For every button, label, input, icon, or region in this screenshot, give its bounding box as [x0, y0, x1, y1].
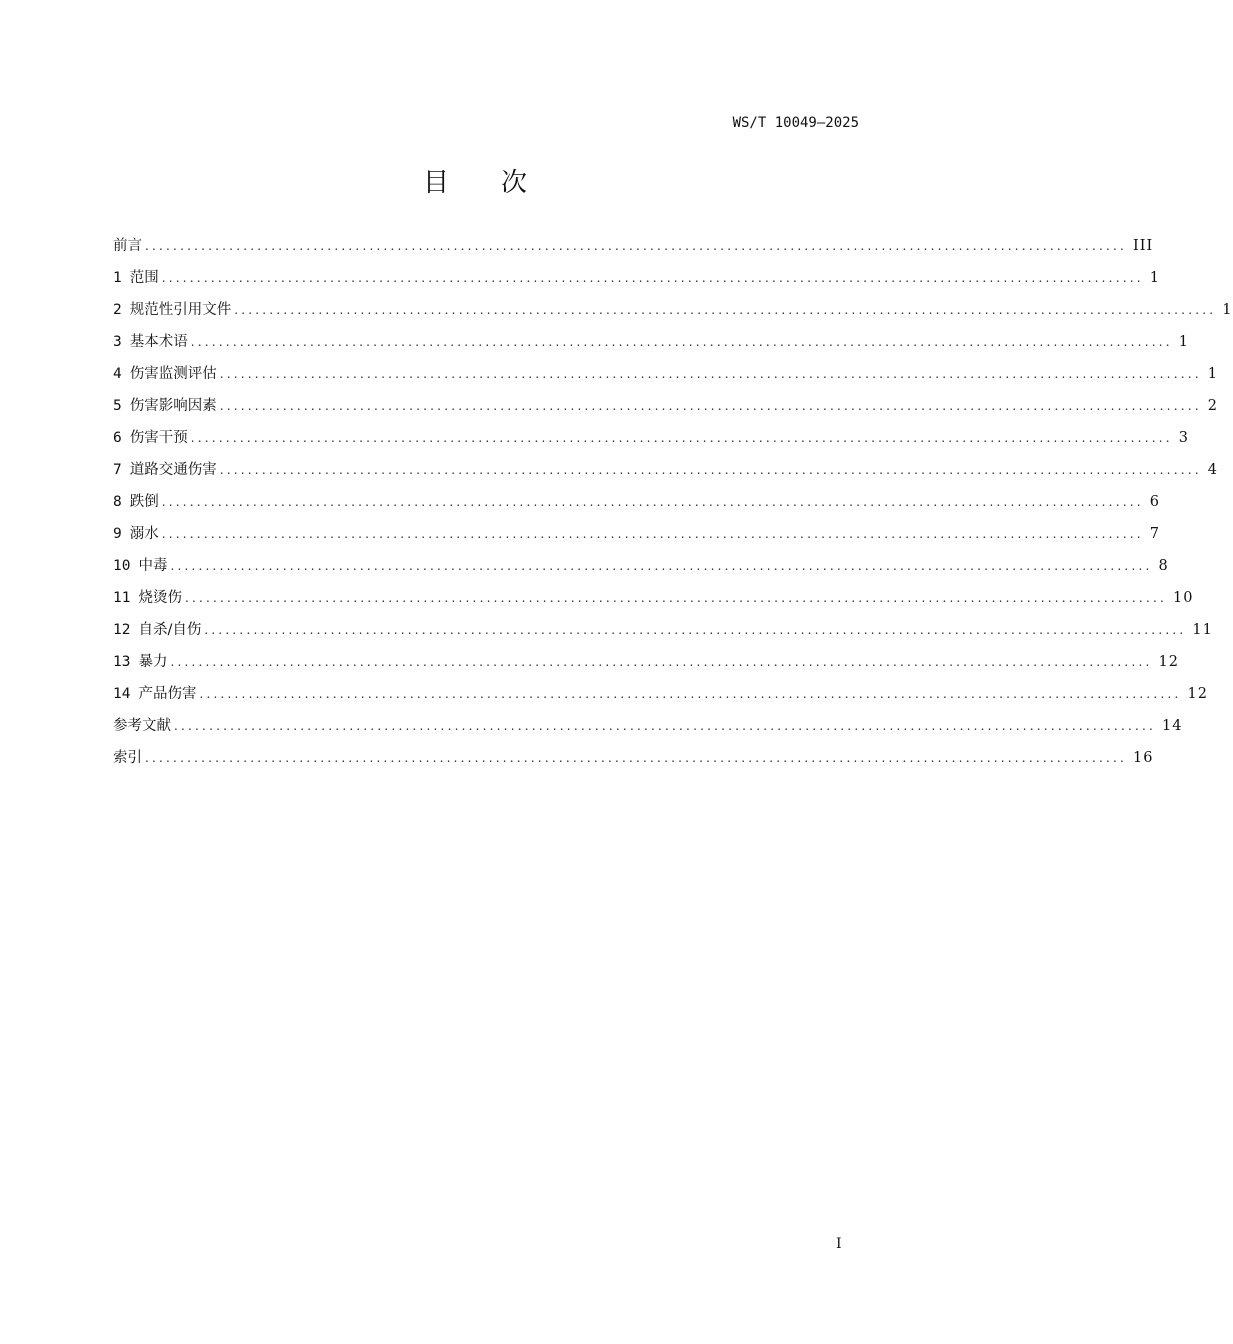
toc-entry[interactable] [113, 262, 1160, 294]
toc-entry-label [113, 550, 170, 582]
toc-entry-page: 7 [1149, 526, 1160, 542]
toc-entry-page: 14 [1162, 718, 1183, 734]
toc-entry[interactable] [113, 422, 1189, 454]
toc-entry[interactable] [113, 294, 1233, 326]
toc-entry-text: 前言 [113, 238, 142, 254]
dot-leader: ............................................................................................................................................ [161, 271, 1144, 285]
toc-entry-text: 伤害影响因素 [129, 398, 217, 414]
toc-entry[interactable] [113, 230, 1154, 262]
toc-entry-label [113, 390, 220, 422]
toc-entry-text: 跌倒 [129, 494, 159, 510]
toc-entry-label [113, 582, 185, 614]
toc-entry-text: 伤害监测评估 [129, 366, 217, 382]
toc-entry-number: 12 [113, 622, 131, 638]
toc-entry-text: 道路交通伤害 [129, 462, 217, 478]
toc-entry-label [113, 358, 220, 390]
toc-entry[interactable] [113, 518, 1160, 550]
page-title [0, 162, 950, 199]
toc-entry-number: 9 [113, 526, 122, 542]
toc-entry-page: 2 [1207, 398, 1218, 414]
toc-entry[interactable] [113, 358, 1218, 390]
toc-entry[interactable] [113, 710, 1183, 742]
toc-entry-page: 1 [1178, 334, 1189, 350]
dot-leader: ............................................................................................................................................ [170, 655, 1153, 669]
toc-entry-label [113, 230, 145, 262]
dot-leader: ............................................................................................................................................ [219, 399, 1202, 413]
toc-entry-label [113, 422, 191, 454]
toc-entry-label [113, 518, 162, 550]
title-char: 次 [501, 168, 528, 198]
page-number: I [836, 1236, 842, 1252]
dot-leader: ............................................................................................................................................ [161, 495, 1144, 509]
toc-entry-page: 1 [1222, 302, 1233, 318]
toc-entry-page: 1 [1207, 366, 1218, 382]
toc-entry-page: 16 [1133, 750, 1154, 766]
toc-entry[interactable] [113, 678, 1208, 710]
toc-entry-text: 溺水 [129, 526, 159, 542]
toc-entry-page: III [1133, 238, 1154, 254]
toc-entry-number: 4 [113, 366, 122, 382]
toc-entry-label [113, 742, 145, 774]
toc-entry-page: 10 [1173, 590, 1194, 606]
dot-leader: ............................................................................................................................................ [174, 719, 1157, 733]
toc-entry-number: 5 [113, 398, 122, 414]
toc-entry[interactable] [113, 390, 1218, 422]
title-char: 目 [422, 168, 449, 198]
toc-entry[interactable] [113, 582, 1194, 614]
toc-entry-text: 索引 [113, 750, 142, 766]
toc-entry-number: 6 [113, 430, 122, 446]
standard-code: WS/T 10049—2025 [732, 115, 859, 131]
toc-entry[interactable] [113, 550, 1169, 582]
dot-leader: ............................................................................................................................................ [199, 687, 1182, 701]
toc-entry[interactable] [113, 486, 1160, 518]
toc-entry-number: 8 [113, 494, 122, 510]
toc-entry-text: 暴力 [138, 654, 168, 670]
toc-entry-page: 3 [1178, 430, 1189, 446]
toc-entry-page: 8 [1158, 558, 1169, 574]
toc-entry-text: 产品伤害 [138, 686, 197, 702]
toc-entry-page: 4 [1207, 462, 1218, 478]
toc-entry-number: 7 [113, 462, 122, 478]
toc-entry[interactable] [113, 326, 1189, 358]
toc-entry-page: 11 [1192, 622, 1213, 638]
toc-entry[interactable] [113, 742, 1154, 774]
toc-entry-number: 14 [113, 686, 131, 702]
dot-leader: ............................................................................................................................................ [145, 751, 1128, 765]
dot-leader: ............................................................................................................................................ [170, 559, 1153, 573]
toc-entry-label [113, 326, 191, 358]
toc-entry[interactable] [113, 454, 1218, 486]
dot-leader: ............................................................................................................................................ [161, 527, 1144, 541]
toc-entry-label [113, 614, 204, 646]
toc-entry-number: 2 [113, 302, 122, 318]
toc-entry-text: 伤害干预 [129, 430, 188, 446]
toc-entry-number: 1 [113, 270, 122, 286]
toc-entry-text: 中毒 [138, 558, 168, 574]
dot-leader: ............................................................................................................................................ [234, 303, 1217, 317]
dot-leader: ............................................................................................................................................ [184, 591, 1167, 605]
dot-leader: ............................................................................................................................................ [190, 335, 1173, 349]
toc-entry-text: 自杀/自伤 [138, 622, 202, 638]
toc-entry-page: 12 [1158, 654, 1179, 670]
toc-entry-page: 12 [1187, 686, 1208, 702]
dot-leader: ............................................................................................................................................ [145, 239, 1128, 253]
toc-entry-label [113, 486, 162, 518]
toc-entry-label [113, 454, 220, 486]
dot-leader: ............................................................................................................................................ [190, 431, 1173, 445]
toc-entry-page: 1 [1149, 270, 1160, 286]
toc-entry-page: 6 [1149, 494, 1160, 510]
toc-entry-label [113, 710, 174, 742]
toc-entry-text: 范围 [129, 270, 159, 286]
toc-entry-text: 烧烫伤 [138, 590, 182, 606]
toc-entry-label [113, 262, 162, 294]
toc-entry-number: 10 [113, 558, 131, 574]
toc-entry-text: 基本术语 [129, 334, 188, 350]
toc-entry-label [113, 294, 234, 326]
toc-entry-text: 参考文献 [113, 718, 171, 734]
toc-entry-number: 3 [113, 334, 122, 350]
toc-entry-number: 11 [113, 590, 131, 606]
toc-entry[interactable] [113, 646, 1179, 678]
toc-entry[interactable] [113, 614, 1213, 646]
toc-entry-label [113, 678, 199, 710]
dot-leader: ............................................................................................................................................ [204, 623, 1187, 637]
table-of-contents [113, 230, 1233, 774]
dot-leader: ............................................................................................................................................ [219, 463, 1202, 477]
toc-entry-number: 13 [113, 654, 131, 670]
dot-leader: ............................................................................................................................................ [219, 367, 1202, 381]
toc-entry-text: 规范性引用文件 [129, 302, 232, 318]
toc-entry-label [113, 646, 170, 678]
